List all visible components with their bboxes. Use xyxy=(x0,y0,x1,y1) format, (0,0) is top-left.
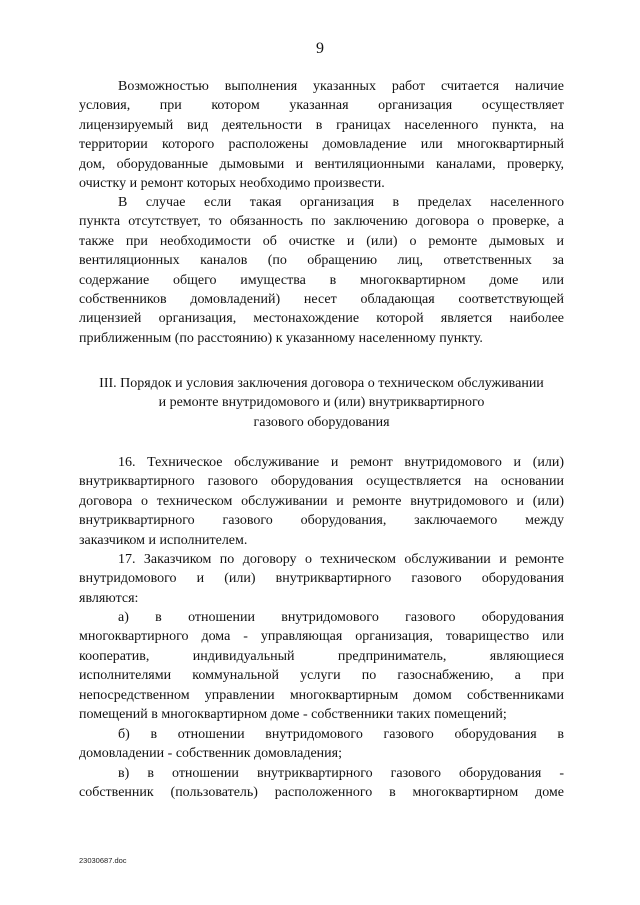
text-line: кооператив, индивидуальный предприниматель, являющиеся xyxy=(79,648,564,664)
text-line: содержание общего имущества в многоквартирном доме или xyxy=(79,272,564,288)
text-line: внутридомового и (или) внутриквартирного газового оборудования xyxy=(79,571,564,587)
item-b xyxy=(79,725,564,764)
text-line: 17. Заказчиком по договору о техническом обслуживании и ремонте xyxy=(118,552,564,567)
paragraph-absence-case xyxy=(79,193,564,348)
text-line: очистку и ремонт которых необходимо произвести. xyxy=(79,175,385,191)
text-line: собственников домовладений) несет обладающая соответствующей xyxy=(79,291,564,307)
section-heading xyxy=(79,374,564,432)
text-line: пункта отсутствует, то обязанность по заключению договора о проверке, а xyxy=(79,214,564,230)
page-number: 9 xyxy=(316,40,324,57)
text-line: в) в отношении внутриквартирного газового оборудования - xyxy=(118,766,564,781)
text-line: внутриквартирного газового оборудования, заключаемого между xyxy=(79,513,564,529)
text-line: помещений в многоквартирном доме - собственники таких помещений; xyxy=(79,706,507,722)
text-line: непосредственном управлении многоквартирным домом собственниками xyxy=(79,687,564,703)
text-line: заказчиком и исполнителем. xyxy=(79,532,248,548)
text-line: приближенным (по расстоянию) к указанному населенному пункту. xyxy=(79,330,483,346)
heading-line: III. Порядок и условия заключения договора о техническом обслуживании xyxy=(99,376,544,391)
text-line: внутриквартирного газового оборудования осуществляется на основании xyxy=(79,474,564,490)
text-line: 16. Техническое обслуживание и ремонт внутридомового и (или) xyxy=(118,455,564,470)
text-line: лицензируемый вид деятельности в границах населенного пункта, на xyxy=(79,117,564,133)
item-c xyxy=(79,764,564,803)
text-line: собственник (пользователь) расположенного в многоквартирном доме xyxy=(79,785,564,801)
text-line: многоквартирного дома - управляющая организация, товарищество или xyxy=(79,629,564,645)
text-line: а) в отношении внутридомового газового оборудования xyxy=(118,610,564,625)
text-line: В случае если такая организация в пределах населенного xyxy=(118,195,564,210)
text-line: территории которого расположены домовладение или многоквартирный xyxy=(79,137,564,153)
text-line: домовладении - собственник домовладения; xyxy=(79,746,342,762)
document-code: 23030687.doc xyxy=(79,856,127,865)
text-line: б) в отношении внутридомового газового оборудования в xyxy=(118,727,564,742)
text-line: исполнителями коммунальной услуги по газоснабжению, а при xyxy=(79,668,564,684)
paragraph-17 xyxy=(79,550,564,608)
heading-line: и ремонте внутридомового и (или) внутриквартирного xyxy=(158,395,485,411)
text-line: условия, при котором указанная организация осуществляет xyxy=(79,98,564,114)
text-line: являются: xyxy=(79,590,139,606)
text-line: дом, оборудованные дымовыми и вентиляционными каналами, проверку, xyxy=(79,156,564,172)
text-line: Возможностью выполнения указанных работ считается наличие xyxy=(118,79,564,94)
text-line: также при необходимости об очистке и (или) о ремонте дымовых и xyxy=(79,233,564,249)
text-line: договора о техническом обслуживании и ремонте внутридомового и (или) xyxy=(79,493,564,509)
text-line: вентиляционных каналов (по обращению лиц, ответственных за xyxy=(79,253,564,269)
item-a xyxy=(79,608,564,724)
heading-line: газового оборудования xyxy=(253,414,390,430)
paragraph-ability xyxy=(79,77,564,193)
text-line: лицензией организация, местонахождение которой является наиболее xyxy=(79,311,564,327)
paragraph-16 xyxy=(79,453,564,550)
